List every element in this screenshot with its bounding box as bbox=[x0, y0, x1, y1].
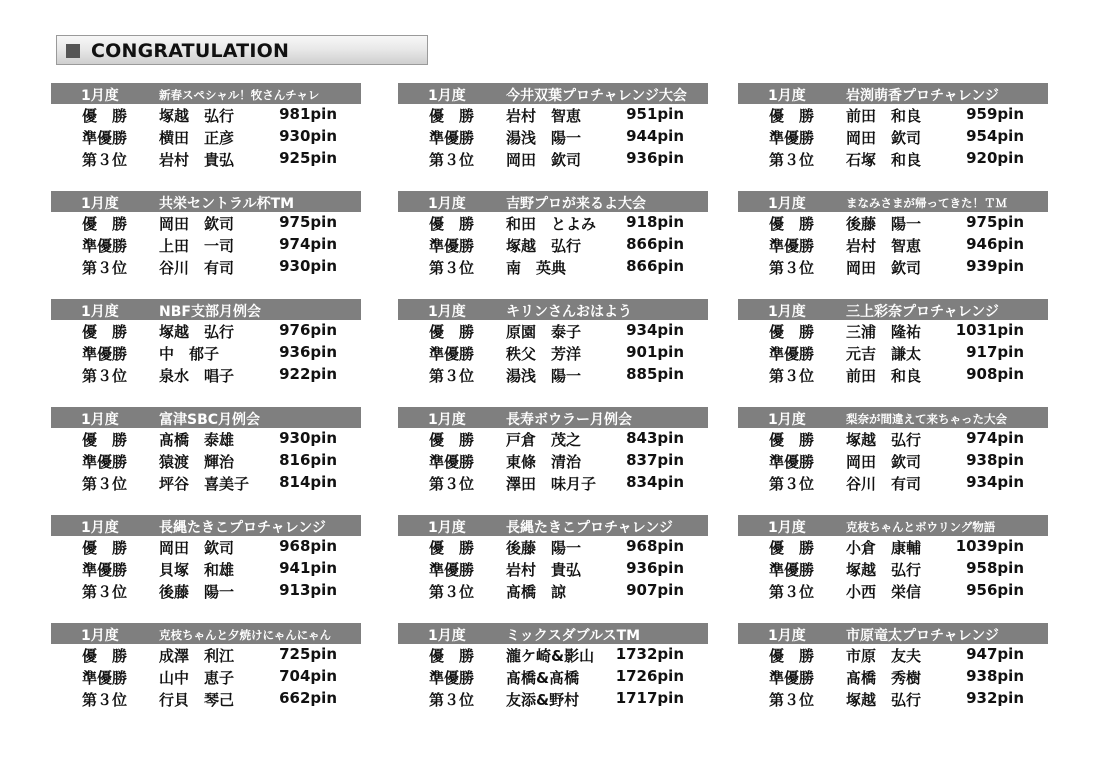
result-row bbox=[738, 473, 1050, 494]
result-row bbox=[51, 127, 363, 148]
result-rank: 第３位 bbox=[769, 691, 815, 709]
tournament-name: NBF支部月例会 bbox=[159, 304, 261, 320]
tournament-card bbox=[51, 515, 363, 601]
tournament-header bbox=[51, 623, 361, 644]
result-row bbox=[51, 149, 363, 170]
result-rank: 優 勝 bbox=[429, 215, 475, 233]
tournament-card bbox=[398, 623, 710, 709]
result-row bbox=[398, 235, 710, 256]
result-score: 704pin bbox=[279, 667, 337, 685]
result-rank: 準優勝 bbox=[82, 453, 128, 471]
result-rank: 準優勝 bbox=[82, 237, 128, 255]
result-row bbox=[51, 321, 363, 342]
result-score: 936pin bbox=[626, 559, 684, 577]
tournament-header bbox=[738, 191, 1048, 212]
result-score: 944pin bbox=[626, 127, 684, 145]
tournament-header bbox=[398, 299, 708, 320]
result-row bbox=[51, 473, 363, 494]
tournament-header bbox=[738, 407, 1048, 428]
result-rank: 第３位 bbox=[82, 259, 128, 277]
tournament-name: 克枝ちゃんとボウリング物語 bbox=[846, 520, 996, 534]
result-player: 前田 和良 bbox=[846, 107, 922, 125]
tournament-month: 1月度 bbox=[428, 88, 466, 104]
tournament-month: 1月度 bbox=[81, 196, 119, 212]
result-player: 成澤 利江 bbox=[159, 647, 235, 665]
result-row bbox=[398, 581, 710, 602]
result-player: 塚越 弘行 bbox=[506, 237, 582, 255]
result-rank: 第３位 bbox=[769, 583, 815, 601]
result-player: 後藤 陽一 bbox=[506, 539, 582, 557]
tournament-month: 1月度 bbox=[428, 628, 466, 644]
result-row bbox=[738, 429, 1050, 450]
result-row bbox=[51, 105, 363, 126]
tournament-name: 三上彩奈プロチャレンジ bbox=[846, 304, 999, 320]
result-score: 1717pin bbox=[615, 689, 684, 707]
result-score: 951pin bbox=[626, 105, 684, 123]
result-row bbox=[398, 429, 710, 450]
result-score: 941pin bbox=[279, 559, 337, 577]
result-score: 907pin bbox=[626, 581, 684, 599]
tournament-name: 今井双葉プロチャレンジ大会 bbox=[506, 88, 687, 104]
result-player: 後藤 陽一 bbox=[846, 215, 922, 233]
result-player: 三浦 隆祐 bbox=[846, 323, 922, 341]
result-rank: 第３位 bbox=[82, 151, 128, 169]
result-score: 956pin bbox=[966, 581, 1024, 599]
result-rank: 優 勝 bbox=[429, 431, 475, 449]
result-row bbox=[398, 257, 710, 278]
result-row bbox=[51, 667, 363, 688]
result-rank: 第３位 bbox=[429, 583, 475, 601]
result-rank: 優 勝 bbox=[769, 323, 815, 341]
result-row bbox=[51, 581, 363, 602]
result-rank: 第３位 bbox=[769, 151, 815, 169]
result-rank: 優 勝 bbox=[429, 107, 475, 125]
result-rank: 準優勝 bbox=[769, 129, 815, 147]
result-rank: 第３位 bbox=[429, 151, 475, 169]
result-player: 岩村 智恵 bbox=[506, 107, 582, 125]
tournament-name: 長縄たきこプロチャレンジ bbox=[159, 520, 326, 536]
result-player: 岡田 欽司 bbox=[846, 259, 922, 277]
tournament-card bbox=[51, 299, 363, 385]
result-score: 918pin bbox=[626, 213, 684, 231]
result-score: 913pin bbox=[279, 581, 337, 599]
result-rank: 第３位 bbox=[769, 367, 815, 385]
result-row bbox=[398, 451, 710, 472]
result-rank: 準優勝 bbox=[769, 669, 815, 687]
result-score: 1732pin bbox=[615, 645, 684, 663]
result-player: 塚越 弘行 bbox=[846, 431, 922, 449]
result-player: 秩父 芳洋 bbox=[506, 345, 582, 363]
result-score: 934pin bbox=[626, 321, 684, 339]
result-player: 前田 和良 bbox=[846, 367, 922, 385]
tournament-name: まなみさまが帰ってきた！ＴＭ bbox=[846, 196, 1007, 210]
tournament-name: 共栄セントラル杯TM bbox=[159, 196, 295, 212]
result-row bbox=[738, 645, 1050, 666]
result-row bbox=[398, 343, 710, 364]
tournament-header bbox=[398, 191, 708, 212]
result-row bbox=[398, 149, 710, 170]
tournament-month: 1月度 bbox=[81, 628, 119, 644]
result-player: 元吉 謙太 bbox=[846, 345, 922, 363]
tournament-card bbox=[738, 299, 1050, 385]
result-row bbox=[51, 429, 363, 450]
result-player: 石塚 和良 bbox=[846, 151, 922, 169]
result-rank: 準優勝 bbox=[769, 237, 815, 255]
result-score: 934pin bbox=[966, 473, 1024, 491]
tournament-month: 1月度 bbox=[81, 412, 119, 428]
result-player: 和田 とよみ bbox=[506, 215, 597, 233]
tournament-card bbox=[398, 515, 710, 601]
result-row bbox=[398, 689, 710, 710]
result-row bbox=[738, 581, 1050, 602]
result-rank: 第３位 bbox=[82, 367, 128, 385]
result-score: 954pin bbox=[966, 127, 1024, 145]
section-title-bar bbox=[56, 35, 428, 65]
result-player: 岩村 貴弘 bbox=[159, 151, 235, 169]
result-score: 908pin bbox=[966, 365, 1024, 383]
tournament-month: 1月度 bbox=[81, 88, 119, 104]
result-row bbox=[398, 213, 710, 234]
result-rank: 優 勝 bbox=[769, 431, 815, 449]
tournament-month: 1月度 bbox=[768, 412, 806, 428]
tournament-header bbox=[398, 623, 708, 644]
result-player: 坪谷 喜美子 bbox=[159, 475, 250, 493]
result-row bbox=[738, 559, 1050, 580]
result-score: 1726pin bbox=[615, 667, 684, 685]
tournament-card bbox=[738, 623, 1050, 709]
result-rank: 第３位 bbox=[429, 475, 475, 493]
result-score: 974pin bbox=[966, 429, 1024, 447]
result-rank: 第３位 bbox=[82, 475, 128, 493]
result-player: 岡田 欽司 bbox=[846, 129, 922, 147]
result-rank: 第３位 bbox=[429, 367, 475, 385]
result-player: 岩村 貴弘 bbox=[506, 561, 582, 579]
result-rank: 第３位 bbox=[429, 259, 475, 277]
result-score: 932pin bbox=[966, 689, 1024, 707]
result-rank: 準優勝 bbox=[769, 453, 815, 471]
result-player: 湯浅 陽一 bbox=[506, 129, 582, 147]
result-row bbox=[51, 343, 363, 364]
result-score: 981pin bbox=[279, 105, 337, 123]
tournament-name: 梨奈が間違えて来ちゃった大会 bbox=[846, 412, 1007, 426]
tournament-header bbox=[51, 515, 361, 536]
result-player: 澤田 味月子 bbox=[506, 475, 597, 493]
result-row bbox=[738, 257, 1050, 278]
tournament-name: 吉野プロが来るよ大会 bbox=[506, 196, 646, 212]
result-rank: 準優勝 bbox=[429, 345, 475, 363]
result-score: 930pin bbox=[279, 127, 337, 145]
result-score: 866pin bbox=[626, 235, 684, 253]
result-rank: 準優勝 bbox=[429, 453, 475, 471]
result-player: 髙橋&髙橋 bbox=[506, 669, 580, 687]
tournament-name: 長寿ボウラー月例会 bbox=[506, 412, 632, 428]
result-player: 戸倉 茂之 bbox=[506, 431, 582, 449]
result-score: 975pin bbox=[966, 213, 1024, 231]
result-player: 塚越 弘行 bbox=[159, 107, 235, 125]
result-row bbox=[398, 667, 710, 688]
result-player: 岡田 欽司 bbox=[159, 539, 235, 557]
tournament-header bbox=[738, 623, 1048, 644]
result-score: 1031pin bbox=[955, 321, 1024, 339]
tournament-card bbox=[398, 191, 710, 277]
result-rank: 第３位 bbox=[429, 691, 475, 709]
tournament-card bbox=[51, 407, 363, 493]
result-rank: 優 勝 bbox=[82, 107, 128, 125]
tournament-header bbox=[398, 407, 708, 428]
tournament-name: 岩渕萌香プロチャレンジ bbox=[846, 88, 999, 104]
result-score: 959pin bbox=[966, 105, 1024, 123]
tournament-card bbox=[738, 407, 1050, 493]
result-row bbox=[738, 537, 1050, 558]
result-player: 岡田 欽司 bbox=[846, 453, 922, 471]
result-player: 東條 清治 bbox=[506, 453, 582, 471]
tournament-month: 1月度 bbox=[81, 520, 119, 536]
result-row bbox=[398, 645, 710, 666]
tournament-card bbox=[51, 191, 363, 277]
result-rank: 準優勝 bbox=[429, 129, 475, 147]
result-row bbox=[738, 365, 1050, 386]
result-score: 930pin bbox=[279, 257, 337, 275]
result-player: 塚越 弘行 bbox=[846, 561, 922, 579]
result-player: 谷川 有司 bbox=[159, 259, 235, 277]
result-player: 髙橋 秀樹 bbox=[846, 669, 922, 687]
result-player: 市原 友夫 bbox=[846, 647, 922, 665]
result-player: 髙橋 泰雄 bbox=[159, 431, 235, 449]
result-player: 湯浅 陽一 bbox=[506, 367, 582, 385]
result-score: 816pin bbox=[279, 451, 337, 469]
result-row bbox=[398, 105, 710, 126]
result-score: 725pin bbox=[279, 645, 337, 663]
result-row bbox=[738, 127, 1050, 148]
result-row bbox=[51, 689, 363, 710]
result-rank: 優 勝 bbox=[82, 647, 128, 665]
result-row bbox=[51, 365, 363, 386]
result-rank: 優 勝 bbox=[429, 539, 475, 557]
tournament-month: 1月度 bbox=[428, 196, 466, 212]
result-row bbox=[738, 149, 1050, 170]
result-row bbox=[738, 689, 1050, 710]
result-player: 猿渡 輝治 bbox=[159, 453, 235, 471]
tournament-month: 1月度 bbox=[768, 88, 806, 104]
result-player: 行貝 琴己 bbox=[159, 691, 235, 709]
result-player: 友添&野村 bbox=[506, 691, 580, 709]
result-rank: 優 勝 bbox=[769, 215, 815, 233]
result-score: 917pin bbox=[966, 343, 1024, 361]
tournament-header bbox=[398, 515, 708, 536]
result-score: 938pin bbox=[966, 451, 1024, 469]
result-rank: 優 勝 bbox=[82, 323, 128, 341]
result-player: 塚越 弘行 bbox=[159, 323, 235, 341]
result-rank: 準優勝 bbox=[429, 669, 475, 687]
result-score: 936pin bbox=[279, 343, 337, 361]
tournament-name: キリンさんおはよう bbox=[506, 304, 632, 320]
result-player: 小倉 康輔 bbox=[846, 539, 922, 557]
tournament-month: 1月度 bbox=[768, 520, 806, 536]
result-rank: 優 勝 bbox=[769, 647, 815, 665]
result-rank: 第３位 bbox=[82, 583, 128, 601]
tournament-month: 1月度 bbox=[768, 304, 806, 320]
result-player: 原園 泰子 bbox=[506, 323, 582, 341]
result-score: 968pin bbox=[626, 537, 684, 555]
result-player: 岩村 智恵 bbox=[846, 237, 922, 255]
result-row bbox=[738, 213, 1050, 234]
tournament-header bbox=[51, 407, 361, 428]
result-score: 939pin bbox=[966, 257, 1024, 275]
result-score: 834pin bbox=[626, 473, 684, 491]
tournament-card bbox=[738, 191, 1050, 277]
tournament-month: 1月度 bbox=[768, 196, 806, 212]
tournament-month: 1月度 bbox=[428, 304, 466, 320]
result-row bbox=[398, 365, 710, 386]
tournament-header bbox=[398, 83, 708, 104]
result-row bbox=[398, 127, 710, 148]
result-row bbox=[51, 559, 363, 580]
result-player: 山中 恵子 bbox=[159, 669, 235, 687]
result-player: 後藤 陽一 bbox=[159, 583, 235, 601]
result-player: 谷川 有司 bbox=[846, 475, 922, 493]
result-rank: 優 勝 bbox=[429, 323, 475, 341]
result-player: 岡田 欽司 bbox=[159, 215, 235, 233]
result-rank: 優 勝 bbox=[82, 431, 128, 449]
result-rank: 優 勝 bbox=[82, 215, 128, 233]
result-rank: 準優勝 bbox=[82, 561, 128, 579]
result-row bbox=[398, 537, 710, 558]
result-rank: 準優勝 bbox=[82, 669, 128, 687]
result-score: 938pin bbox=[966, 667, 1024, 685]
page-title: CONGRATULATION bbox=[91, 40, 290, 62]
result-score: 968pin bbox=[279, 537, 337, 555]
tournament-header bbox=[738, 299, 1048, 320]
result-score: 946pin bbox=[966, 235, 1024, 253]
tournament-name: 克枝ちゃんと夕焼けにゃんにゃん bbox=[159, 628, 332, 642]
tournament-header bbox=[51, 83, 361, 104]
tournament-month: 1月度 bbox=[768, 628, 806, 644]
tournament-header bbox=[738, 83, 1048, 104]
tournament-card bbox=[398, 299, 710, 385]
tournament-card bbox=[398, 83, 710, 169]
tournament-month: 1月度 bbox=[81, 304, 119, 320]
result-player: 塚越 弘行 bbox=[846, 691, 922, 709]
result-row bbox=[398, 559, 710, 580]
result-rank: 第３位 bbox=[769, 259, 815, 277]
result-score: 837pin bbox=[626, 451, 684, 469]
tournament-header bbox=[51, 299, 361, 320]
result-rank: 準優勝 bbox=[769, 345, 815, 363]
result-rank: 第３位 bbox=[82, 691, 128, 709]
result-score: 936pin bbox=[626, 149, 684, 167]
result-row bbox=[738, 105, 1050, 126]
result-player: 小西 栄信 bbox=[846, 583, 922, 601]
result-score: 814pin bbox=[279, 473, 337, 491]
result-score: 843pin bbox=[626, 429, 684, 447]
result-player: 貝塚 和雄 bbox=[159, 561, 235, 579]
result-row bbox=[738, 343, 1050, 364]
result-rank: 優 勝 bbox=[429, 647, 475, 665]
result-player: 南 英典 bbox=[506, 259, 567, 277]
result-score: 920pin bbox=[966, 149, 1024, 167]
tournament-card bbox=[51, 623, 363, 709]
result-row bbox=[398, 321, 710, 342]
result-rank: 優 勝 bbox=[769, 539, 815, 557]
tournament-name: 長縄たきこプロチャレンジ bbox=[506, 520, 673, 536]
result-score: 930pin bbox=[279, 429, 337, 447]
result-player: 瀧ケ崎&影山 bbox=[506, 647, 595, 665]
result-row bbox=[51, 451, 363, 472]
result-player: 横田 正彦 bbox=[159, 129, 235, 147]
square-bullet-icon bbox=[66, 44, 80, 58]
tournament-header bbox=[738, 515, 1048, 536]
result-rank: 準優勝 bbox=[429, 561, 475, 579]
result-rank: 優 勝 bbox=[769, 107, 815, 125]
result-score: 662pin bbox=[279, 689, 337, 707]
tournament-name: 市原竜太プロチャレンジ bbox=[846, 628, 999, 644]
result-row bbox=[51, 235, 363, 256]
result-score: 901pin bbox=[626, 343, 684, 361]
tournament-month: 1月度 bbox=[428, 520, 466, 536]
result-score: 885pin bbox=[626, 365, 684, 383]
tournament-month: 1月度 bbox=[428, 412, 466, 428]
result-row bbox=[51, 645, 363, 666]
result-player: 泉水 唱子 bbox=[159, 367, 235, 385]
result-score: 866pin bbox=[626, 257, 684, 275]
result-score: 1039pin bbox=[955, 537, 1024, 555]
result-player: 髙橋 諒 bbox=[506, 583, 567, 601]
result-row bbox=[398, 473, 710, 494]
result-rank: 準優勝 bbox=[429, 237, 475, 255]
result-row bbox=[738, 451, 1050, 472]
result-player: 上田 一司 bbox=[159, 237, 235, 255]
tournament-card bbox=[738, 83, 1050, 169]
tournament-card bbox=[738, 515, 1050, 601]
result-score: 976pin bbox=[279, 321, 337, 339]
result-score: 974pin bbox=[279, 235, 337, 253]
result-player: 中 郁子 bbox=[159, 345, 220, 363]
tournament-card bbox=[51, 83, 363, 169]
result-rank: 準優勝 bbox=[769, 561, 815, 579]
result-score: 922pin bbox=[279, 365, 337, 383]
result-rank: 準優勝 bbox=[82, 129, 128, 147]
result-rank: 準優勝 bbox=[82, 345, 128, 363]
tournament-name: ミックスダブルスTM bbox=[506, 628, 641, 644]
result-row bbox=[738, 667, 1050, 688]
tournament-header bbox=[51, 191, 361, 212]
result-score: 925pin bbox=[279, 149, 337, 167]
tournament-name: 富津SBC月例会 bbox=[159, 412, 261, 428]
result-score: 975pin bbox=[279, 213, 337, 231]
result-row bbox=[51, 537, 363, 558]
tournament-name: 新春スペシャル！牧さんチャレ bbox=[159, 88, 320, 102]
result-row bbox=[51, 213, 363, 234]
result-row bbox=[738, 235, 1050, 256]
result-player: 岡田 欽司 bbox=[506, 151, 582, 169]
result-score: 958pin bbox=[966, 559, 1024, 577]
tournament-card bbox=[398, 407, 710, 493]
result-row bbox=[51, 257, 363, 278]
result-rank: 優 勝 bbox=[82, 539, 128, 557]
result-score: 947pin bbox=[966, 645, 1024, 663]
result-row bbox=[738, 321, 1050, 342]
result-rank: 第３位 bbox=[769, 475, 815, 493]
